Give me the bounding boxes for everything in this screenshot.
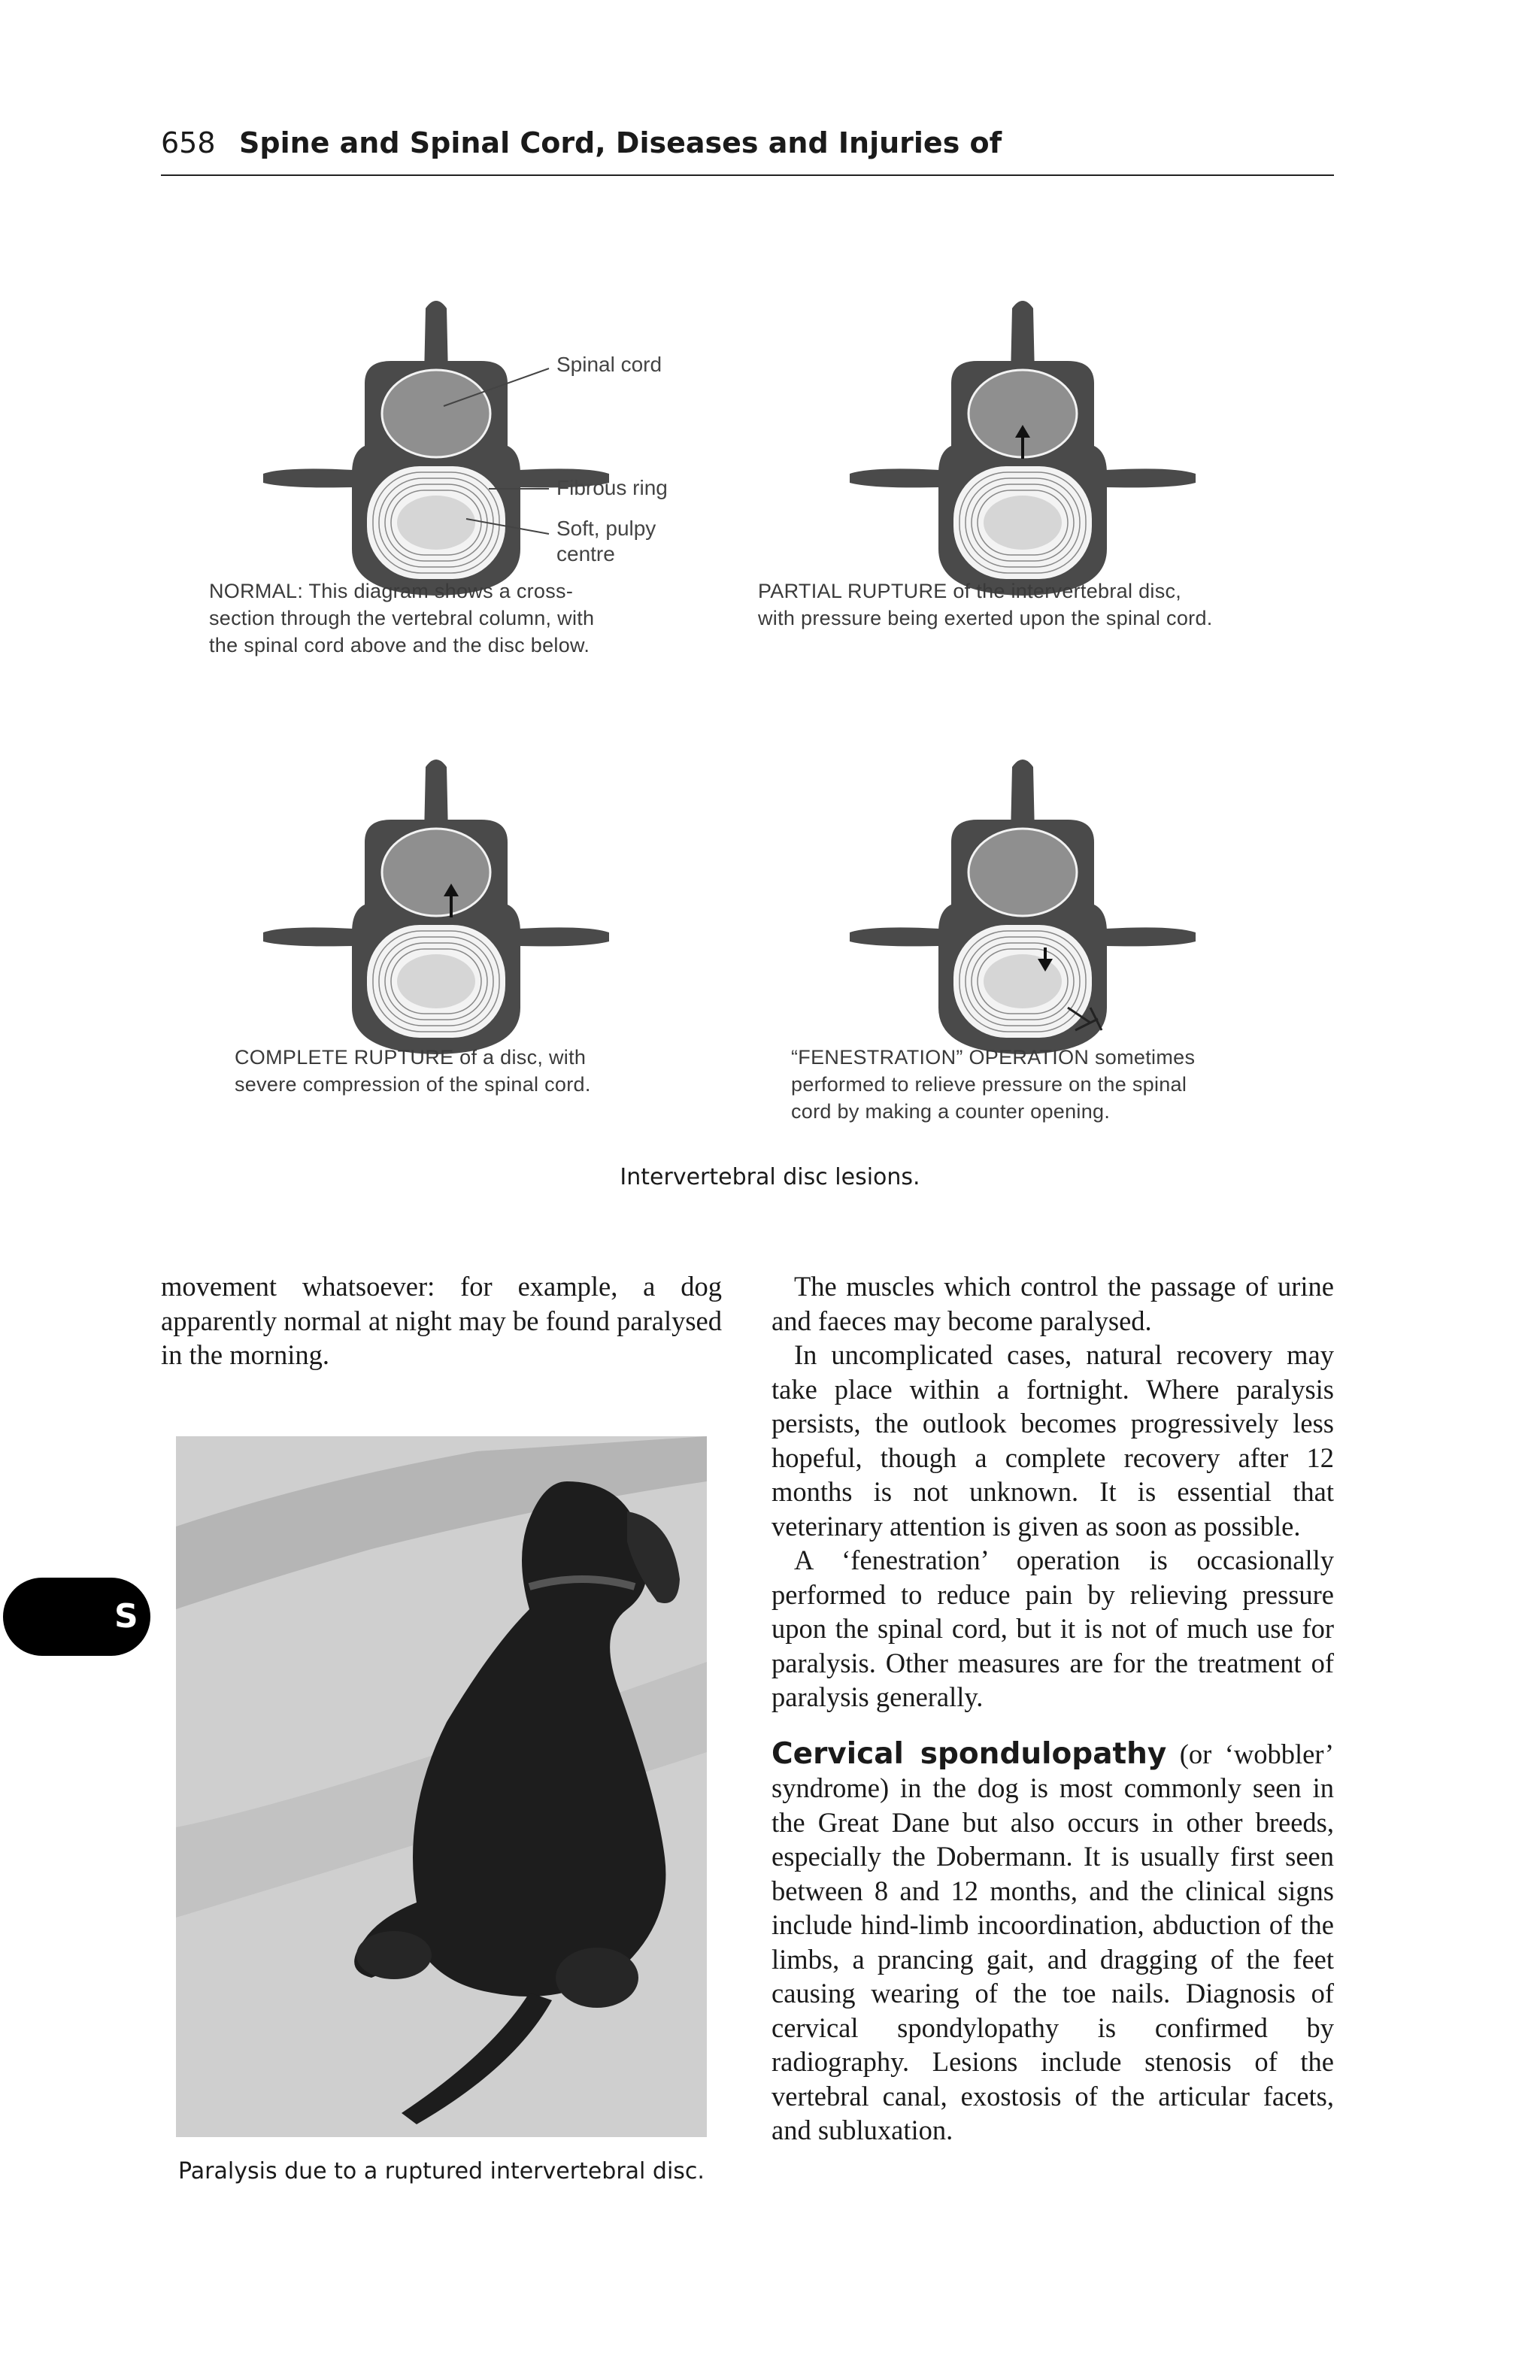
left-paragraph: movement whatsoever: for example, a dog apparently normal at night may be found paralysed in the morning. [161,1271,722,1370]
right-paragraph-1: The muscles which control the passage of urine and faeces may become paralysed. [772,1271,1334,1336]
running-header [161,126,1334,176]
page-number: 658 [161,126,216,159]
dog-illustration [176,1436,707,2137]
figure-caption: Intervertebral disc lesions. [620,1164,920,1190]
caption-partial-line: with pressure being exerted upon the spinal cord. [758,607,1213,629]
caption-normal-line: NORMAL: This diagram shows a cross- [209,580,574,602]
caption-fenestration-line: cord by making a counter opening. [791,1100,1111,1123]
caption-complete-line: COMPLETE RUPTURE of a disc, with [235,1046,587,1069]
section-heading: Cervical spondulopathy [772,1736,1167,1771]
caption-fenestration-line: “FENESTRATION” OPERATION sometimes [791,1046,1196,1069]
right-paragraph-4 [772,1737,1334,2148]
caption-complete [235,1044,591,1098]
label-soft-pulpy-line1: Soft, pulpy [556,517,656,540]
intervertebral-disc-figure [209,211,1286,1143]
caption-complete-line: severe compression of the spinal cord. [235,1073,591,1096]
right-column [772,1269,1334,2148]
running-title: Spine and Spinal Cord, Diseases and Injuries of [239,126,1002,159]
caption-partial-line: PARTIAL RUPTURE of the intervertebral disc, [758,580,1182,602]
left-column [161,1269,722,1372]
caption-normal-line: section through the vertebral column, with [209,607,595,629]
caption-fenestration-line: performed to relieve pressure on the spinal [791,1073,1187,1096]
dog-photo [176,1436,707,2137]
right-paragraph-4-text: (or ‘wobbler’ syndrome) in the dog is most commonly seen in the Great Dane but also occurs in other breeds, especially the Dobermann. It is usually first seen between 8 and 12 months, and the clinical signs include hind-limb incoordination, abduction of the limbs, a prancing gait, and dragging of the feet causing wearing of the toe nails. Diagnosis of cervical spondylopathy is confirmed by radiography. Lesions include stenosis of the vertebral canal, exostosis of the articular facets, and subluxation. [772,1738,1334,2145]
label-fibrous-ring: Fibrous ring [556,476,668,499]
right-paragraph-2: In uncomplicated cases, natural recovery may take place within a fortnight. Where paralysis persists, the outlook becomes progressively less hopeful, though a complete recovery after 12 months is not unknown. It is essential that veterinary attention is given as soon as possible. [772,1339,1334,1542]
caption-fenestration [791,1044,1195,1125]
photo-caption: Paralysis due to a ruptured intervertebral disc. [178,2158,705,2184]
right-paragraph-3: A ‘fenestration’ operation is occasionally performed to reduce pain by relieving pressure upon the spinal cord, but it is not of much use for paralysis. Other measures are for the treatment of paralysis generally. [772,1545,1334,1712]
section-letter: S [114,1597,138,1636]
section-tab [3,1578,150,1656]
label-spinal-cord: Spinal cord [556,353,662,376]
vertebra-diagrams [218,211,1286,1143]
caption-normal-line: the spinal cord above and the disc below. [209,634,590,656]
label-soft-pulpy-line2: centre [556,542,615,565]
caption-normal [209,578,594,659]
caption-partial [758,578,1213,632]
